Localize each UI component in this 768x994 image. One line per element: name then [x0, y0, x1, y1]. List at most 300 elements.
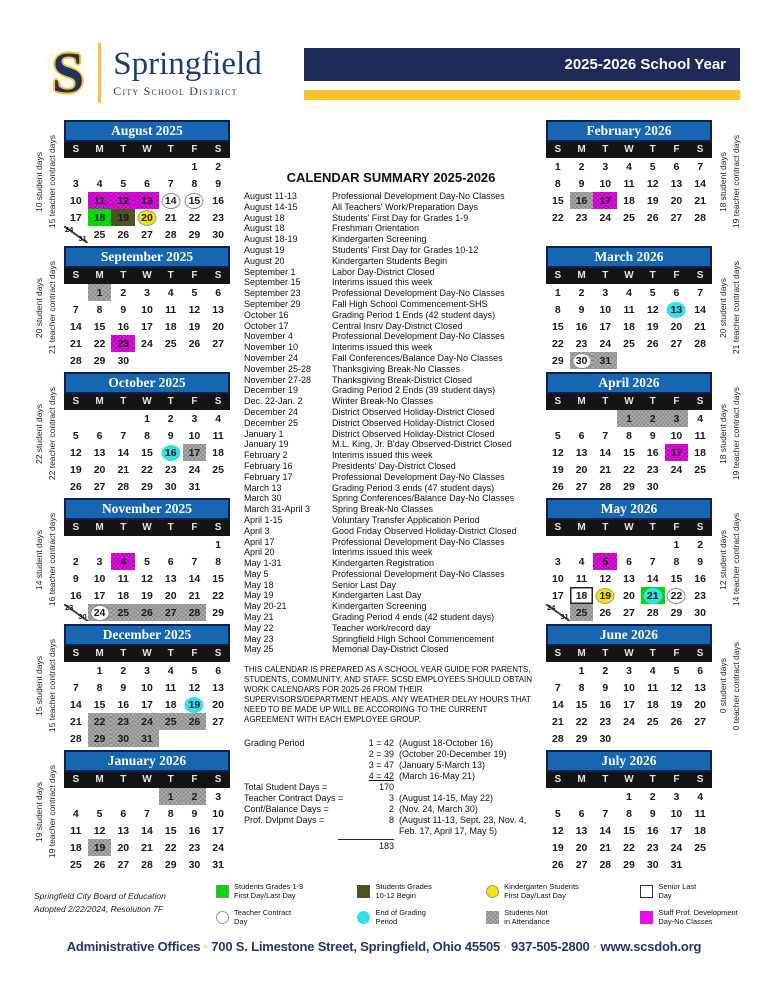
date-cell-na	[88, 730, 112, 747]
weekday-letter: S	[696, 396, 704, 407]
teacher-contract-days-label: 21 teacher contract days	[731, 261, 741, 355]
grading-number: 3	[388, 793, 394, 804]
date-number: 5	[649, 160, 656, 173]
date-cell	[665, 839, 689, 856]
date-number: 6	[120, 807, 127, 820]
month-august-2025	[28, 120, 234, 244]
date-number: 6	[215, 286, 222, 299]
date-cell	[64, 553, 88, 570]
date-cell	[135, 461, 159, 478]
summary-row	[244, 342, 538, 353]
date-cell	[206, 713, 230, 730]
date-number: 14	[70, 698, 82, 711]
date-number: 9	[120, 681, 127, 694]
date-cell	[64, 335, 88, 352]
month-calendar	[546, 624, 712, 748]
date-number: 27	[575, 858, 588, 871]
month-title: January 2026	[64, 750, 230, 772]
date-cell-pd	[593, 553, 617, 570]
date-cell	[88, 444, 112, 461]
dates-grid	[546, 158, 712, 226]
date-number: 2	[120, 664, 127, 677]
summary-row	[244, 223, 538, 234]
date-cell	[111, 839, 135, 856]
date-cell	[617, 570, 641, 587]
date-cell	[183, 553, 207, 570]
summary-description: Central Insrv Day-District Closed	[332, 320, 463, 331]
weekday-header-row	[64, 142, 230, 158]
date-number: 26	[117, 228, 130, 241]
date-number: 14	[646, 572, 659, 585]
student-days-label: 22 student days	[34, 403, 45, 464]
weekday-letter: S	[554, 270, 562, 281]
date-number: 12	[646, 303, 659, 316]
weekday-letter: F	[191, 144, 198, 155]
date-cell	[546, 427, 570, 444]
weekday-letter: M	[577, 774, 586, 785]
empty-cell	[665, 478, 689, 495]
date-cell	[159, 553, 183, 570]
date-number: 5	[72, 429, 79, 442]
eg-legend-swatch	[357, 911, 370, 924]
date-number: 4	[626, 160, 632, 173]
legend-label: Teacher Contract Day	[234, 907, 292, 927]
date-cell	[641, 209, 665, 226]
summary-row	[244, 396, 538, 407]
year-banner	[304, 48, 740, 100]
date-number: 7	[72, 681, 79, 694]
empty-cell	[64, 662, 88, 679]
date-number: 22	[93, 337, 106, 350]
date-cell	[570, 318, 594, 335]
weekday-letter: W	[142, 774, 152, 785]
summary-row	[244, 601, 538, 612]
date-number: 4	[697, 412, 704, 425]
date-cell	[135, 662, 159, 679]
date-cell	[570, 209, 594, 226]
date-cell	[688, 536, 712, 553]
date-number: 18	[117, 589, 130, 602]
date-cell	[617, 301, 641, 318]
grading-detail	[394, 841, 538, 852]
date-cell	[546, 570, 570, 587]
summary-description: Fall High School Commencement-SHS	[332, 298, 488, 309]
date-number: 10	[70, 194, 82, 207]
date-cell	[206, 604, 230, 621]
month-calendar	[64, 120, 230, 244]
weekday-letter: T	[120, 522, 127, 533]
date-cell	[88, 822, 112, 839]
date-number: 1	[626, 412, 632, 425]
date-number: 24	[670, 463, 683, 476]
month-calendar	[64, 750, 230, 874]
date-cell	[617, 604, 641, 621]
summary-description: District Observed Holiday-District Closed	[332, 428, 495, 439]
date-cell	[135, 679, 159, 696]
date-cell	[183, 805, 207, 822]
date-number: 14	[70, 320, 82, 333]
district-subtitle: City School District	[113, 83, 238, 98]
date-number: 29	[552, 354, 564, 367]
date-cell	[688, 318, 712, 335]
footer-part: 700 S. Limestone Street, Springfield, Ohio 45505	[211, 938, 501, 954]
summary-row	[244, 245, 538, 256]
summary-description: Students' First Day for Grades 1-9	[332, 212, 469, 223]
date-cell	[111, 662, 135, 679]
date-number: 26	[552, 480, 564, 493]
grading-number: 1 = 42	[368, 738, 394, 749]
summary-description: Fall Conferences/Balance Day-No Classes	[332, 352, 503, 363]
date-number: 2	[578, 160, 585, 173]
date-number: 23	[646, 463, 659, 476]
date-number: 25	[117, 606, 130, 619]
student-days-label: 18 student days	[718, 403, 729, 464]
date-number: 8	[626, 807, 632, 820]
weekday-letter: S	[72, 270, 80, 281]
date-number: 8	[626, 429, 632, 442]
month-july-2026	[546, 750, 752, 874]
teacher-contract-days-label: 15 teacher contract days	[47, 135, 57, 229]
grading-label	[244, 771, 352, 782]
date-number: 25	[694, 841, 706, 854]
split-date-cell	[546, 604, 570, 621]
date-number: 10	[599, 177, 612, 190]
weekday-letter: T	[167, 396, 174, 407]
date-cell	[183, 856, 207, 873]
date-cell	[64, 856, 88, 873]
date-number: 4	[72, 807, 79, 820]
date-number: 30	[117, 354, 130, 367]
weekday-letter: S	[214, 522, 222, 533]
dates-grid	[546, 788, 712, 873]
bottom-section	[0, 876, 768, 927]
date-cell-pd	[111, 335, 135, 352]
date-cell	[159, 427, 183, 444]
weekday-letter: S	[214, 270, 222, 281]
date-number: 18	[93, 211, 106, 224]
date-number: 24	[670, 841, 683, 854]
date-number: 3	[96, 555, 103, 568]
date-number: 9	[215, 177, 222, 190]
date-cell-na	[88, 713, 112, 730]
date-cell	[570, 461, 594, 478]
weekday-letter: T	[120, 396, 127, 407]
date-number: 14	[694, 177, 706, 190]
weekday-letter: W	[624, 522, 634, 533]
grading-label	[244, 841, 352, 852]
date-cell	[665, 536, 689, 553]
month-day-count-labels	[28, 120, 64, 244]
date-number: 4	[697, 790, 704, 803]
summary-row	[244, 375, 538, 386]
date-cell	[665, 192, 689, 209]
summary-row	[244, 590, 538, 601]
summary-description: Winter Break-No Classes	[332, 396, 434, 407]
kg-legend-swatch	[486, 885, 499, 898]
date-number: 2	[649, 412, 656, 425]
date-cell	[111, 856, 135, 873]
empty-cell	[64, 788, 88, 805]
date-number: 13	[164, 572, 177, 585]
date-cell	[64, 318, 88, 335]
date-number: 7	[167, 177, 174, 190]
date-cell	[135, 587, 159, 604]
date-cell-na	[183, 444, 207, 461]
date-number: 15	[93, 698, 106, 711]
date-number: 10	[599, 303, 612, 316]
date-cell-na	[135, 713, 159, 730]
date-cell	[593, 730, 617, 747]
weekday-header-row	[546, 520, 712, 536]
date-number: 31	[599, 354, 612, 367]
grading-detail: (Nov. 24, March 30)	[399, 804, 478, 815]
date-cell-na	[135, 730, 159, 747]
date-number: 10	[670, 807, 683, 820]
date-number: 20	[212, 698, 224, 711]
date-number: 20	[575, 841, 588, 854]
date-number: 6	[578, 807, 585, 820]
date-cell	[111, 352, 135, 369]
weekday-header-row	[64, 394, 230, 410]
date-number: 21	[164, 211, 177, 224]
legend-item-senior	[640, 882, 742, 901]
student-days-label: 15 student days	[34, 655, 45, 716]
date-number: 4	[120, 555, 127, 568]
summary-description: Good Friday Observed Holiday-District Closed	[332, 525, 517, 536]
date-number: 7	[697, 286, 704, 299]
date-number: 16	[188, 824, 201, 837]
grading-number: 2	[388, 804, 394, 815]
date-number: 7	[554, 681, 561, 694]
date-cell-senior	[570, 587, 594, 604]
dates-grid	[64, 410, 230, 495]
date-number: 24	[599, 211, 612, 224]
date-number: 2	[191, 790, 198, 803]
date-number: 9	[72, 572, 79, 585]
date-cell	[665, 856, 689, 873]
date-cell	[617, 444, 641, 461]
month-day-count-labels	[712, 624, 748, 748]
date-cell	[206, 318, 230, 335]
date-cell	[593, 822, 617, 839]
date-cell	[64, 301, 88, 318]
month-day-count-labels	[28, 498, 64, 622]
date-number: 9	[191, 807, 198, 820]
date-number: 11	[694, 429, 706, 442]
date-cell	[183, 284, 207, 301]
date-number: 19	[188, 698, 201, 711]
summary-date: November 27-28	[244, 374, 312, 385]
date-cell	[641, 444, 665, 461]
date-cell	[546, 696, 570, 713]
summary-date: November 4	[244, 331, 294, 342]
grading-row	[244, 749, 538, 760]
date-cell-na	[593, 352, 617, 369]
weekday-letter: W	[142, 144, 152, 155]
date-number: 16	[575, 194, 588, 207]
date-number: 16	[694, 572, 706, 585]
grading-detail: (August 11-13, Sept. 23, Nov. 4,	[399, 815, 527, 826]
date-number: 10	[141, 303, 153, 316]
teacher-contract-days-label: 19 teacher contract days	[47, 765, 57, 859]
date-cell	[593, 335, 617, 352]
dates-grid	[546, 662, 712, 747]
date-cell	[641, 822, 665, 839]
summary-date: April 20	[244, 547, 275, 558]
summary-date: August 18-19	[244, 234, 298, 245]
weekday-letter: S	[72, 396, 80, 407]
empty-cell	[135, 536, 159, 553]
date-cell	[159, 301, 183, 318]
date-number: 2	[72, 555, 79, 568]
weekday-letter: F	[191, 648, 198, 659]
grading-detail: (August 14-15, May 22)	[399, 793, 494, 804]
weekday-letter: W	[142, 270, 152, 281]
date-cell	[88, 461, 112, 478]
date-cell	[206, 192, 230, 209]
date-cell	[183, 158, 207, 175]
date-cell	[159, 335, 183, 352]
date-cell	[206, 335, 230, 352]
weekday-letter: M	[577, 396, 586, 407]
month-calendar	[546, 372, 712, 496]
date-number: 14	[188, 572, 201, 585]
summary-row	[244, 634, 538, 645]
date-number: 6	[144, 177, 150, 190]
date-cell	[570, 713, 594, 730]
date-cell	[641, 679, 665, 696]
date-number: 21	[646, 589, 659, 602]
date-number: 12	[670, 681, 683, 694]
summary-date: December 19	[244, 385, 299, 396]
empty-cell	[206, 352, 230, 369]
date-number: 10	[623, 681, 635, 694]
empty-cell	[111, 158, 135, 175]
summary-row	[244, 385, 538, 396]
legend-label: Students Not in Attendance	[504, 907, 550, 927]
date-number: 17	[623, 698, 635, 711]
date-cell-kg	[135, 209, 159, 226]
weekday-letter: T	[120, 774, 127, 785]
date-cell	[64, 679, 88, 696]
date-cell	[546, 175, 570, 192]
summary-date: May 19	[244, 590, 274, 601]
date-cell	[570, 553, 594, 570]
date-number: 12	[188, 681, 201, 694]
date-number: 19	[552, 463, 564, 476]
weekday-letter: T	[649, 774, 656, 785]
date-number: 13	[212, 681, 224, 694]
empty-cell	[641, 352, 665, 369]
date-cell	[546, 587, 570, 604]
date-cell-na	[111, 730, 135, 747]
summary-row	[244, 493, 538, 504]
date-cell	[546, 713, 570, 730]
date-number: 13	[694, 681, 706, 694]
month-june-2026	[546, 624, 752, 748]
legend	[216, 882, 742, 927]
weekday-header-row	[546, 142, 712, 158]
summary-list	[244, 191, 538, 655]
date-cell	[570, 839, 594, 856]
weekday-letter: T	[602, 648, 609, 659]
date-cell	[135, 553, 159, 570]
date-cell	[617, 427, 641, 444]
date-number: 31	[670, 858, 683, 871]
date-cell	[688, 822, 712, 839]
date-cell	[688, 662, 712, 679]
weekday-letter: T	[649, 144, 656, 155]
summary-row	[244, 277, 538, 288]
weekday-letter: S	[696, 774, 704, 785]
date-number: 25	[623, 337, 635, 350]
empty-cell	[64, 284, 88, 301]
empty-cell	[88, 158, 112, 175]
date-cell-tc	[183, 192, 207, 209]
date-number: 21	[70, 715, 82, 728]
date-number: 28	[599, 480, 612, 493]
date-cell	[593, 301, 617, 318]
date-number: 19	[188, 320, 201, 333]
date-number: 27	[694, 715, 706, 728]
date-number: 26	[670, 715, 683, 728]
date-number: 13	[670, 177, 683, 190]
date-cell	[206, 839, 230, 856]
student-days-label: 14 student days	[34, 529, 45, 590]
school-year-label: 2025-2026 School Year	[304, 48, 740, 81]
date-number: 18	[646, 698, 659, 711]
date-cell	[206, 444, 230, 461]
date-cell	[88, 696, 112, 713]
date-cell	[88, 553, 112, 570]
date-cell	[206, 805, 230, 822]
date-number: 11	[70, 824, 82, 837]
date-cell	[64, 461, 88, 478]
weekday-letter: S	[72, 648, 80, 659]
date-cell-na	[183, 788, 207, 805]
date-number: 18	[70, 841, 82, 854]
date-cell-pd	[111, 553, 135, 570]
date-cell	[546, 301, 570, 318]
date-number: 12	[70, 446, 82, 459]
date-cell	[593, 478, 617, 495]
date-cell	[641, 805, 665, 822]
date-number: 2	[578, 286, 585, 299]
summary-row	[244, 644, 538, 655]
summary-date: January 19	[244, 439, 289, 450]
date-number: 30	[599, 732, 612, 745]
date-number: 3	[191, 412, 198, 425]
empty-cell	[111, 788, 135, 805]
empty-cell	[206, 478, 230, 495]
date-cell	[617, 461, 641, 478]
month-february-2026	[546, 120, 752, 244]
summary-row	[244, 483, 538, 494]
empty-cell	[183, 352, 207, 369]
date-number: 3	[215, 790, 222, 803]
summary-row	[244, 515, 538, 526]
date-cell-tc	[159, 192, 183, 209]
student-days-label: 18 student days	[718, 151, 729, 212]
teacher-contract-days-label: 16 teacher contract days	[47, 513, 57, 607]
date-number: 5	[191, 664, 198, 677]
date-cell	[641, 696, 665, 713]
date-cell	[665, 175, 689, 192]
summary-description: Freshman Orientation	[332, 223, 420, 234]
summary-date: February 2	[244, 450, 288, 461]
date-cell	[88, 478, 112, 495]
date-number: 26	[70, 480, 82, 493]
